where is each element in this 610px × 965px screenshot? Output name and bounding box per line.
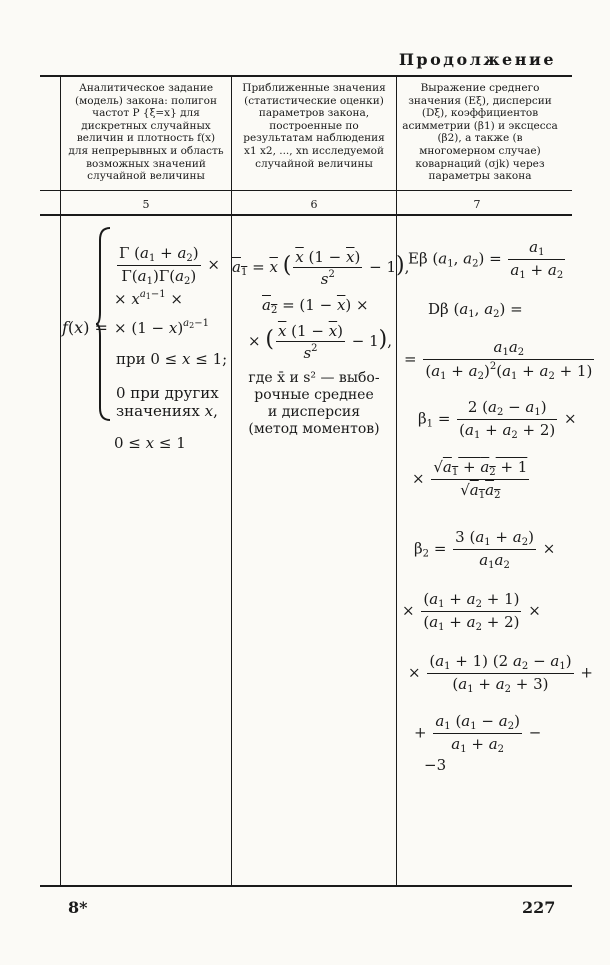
kurtosis-formula-line5: −3 (424, 756, 447, 774)
estimates-note: где x̄ и s² — выбо- рочные среднее и дисперсия (метод моментов) (248, 370, 380, 437)
kurtosis-formula-line4: + $\frac{a_1 (a_1 - a_2)}{a_1 + a_2}$ − (414, 712, 542, 755)
mean-formula: Eβ ($a_1$, $a_2$) = $\frac{a_1}{a_1 + a_2}$ (408, 238, 564, 281)
continuation-title: Продолжение (398, 50, 556, 69)
header-col5: Аналитическое задание (модель) закона: полигон частот P {ξ=x} для дискретных случайных величин и плотность f(x) для непрерывных и область возможных значений случайной величины (68, 82, 224, 183)
signature-mark: 8* (68, 898, 88, 917)
density-lhs: f(x) = (62, 318, 108, 337)
skewness-formula-line1: $\beta_1$ = $\frac{2 (a_2 - a_1)}{(a_1 + a_2 + 2)}$ × (418, 398, 577, 441)
a1-estimate: $a_1 = \overline{x}$ ( $\frac{\overline{x} (1 - \overline{x})}{s^2}$ − 1), (232, 248, 410, 288)
kurtosis-formula-line1: $\beta_2$ = $\frac{3 (a_1 + a_2)}{a_1a_2}$ × (414, 528, 556, 571)
header-bottom-rule (40, 214, 572, 216)
header-col6: Приближенные значения (статистические оценки) параметров закона, построенные по результатам наблюдения x1 x2, ..., xn исследуемой случайной величины (242, 82, 386, 170)
table-bottom-rule (40, 885, 572, 887)
kurtosis-formula-line2: × $\frac{(a_1 + a_2 + 1)}{(a_1 + a_2 + 2)}$ × (402, 590, 541, 633)
header-divider-rule (40, 190, 572, 191)
column-line-left (60, 77, 61, 885)
page-number: 227 (522, 898, 556, 917)
variance-rhs: = $\frac{a_1a_2}{(a_1 + a_2)^2(a_1 + a_2 + 1)}$ (404, 338, 593, 382)
value-domain: 0 ≤ x ≤ 1 (114, 434, 186, 452)
header-col7: Выражение среднего значения (Eξ), дисперсии (Dξ), коэффициентов асимметрии (β1) и эксцесса (β2), а также (в многомерном случае) коварнаций (σjk) через параметры закона (402, 82, 558, 183)
column-line-6-7 (396, 77, 397, 885)
variance-lhs: Dβ ($a_1$, $a_2$) = (428, 300, 523, 320)
a2-estimate-line2: × ( $\frac{\overline{x} (1 - \overline{x})}{s^2}$ − 1), (248, 322, 393, 362)
column-number-6: 6 (310, 198, 318, 211)
skewness-formula-line2: × $\frac{√a_1 + a_2 + 1}{√a_1a_2}$ (412, 458, 528, 501)
table-top-rule (40, 75, 572, 77)
column-line-5-6 (231, 77, 232, 885)
x-power-term: × $x^{a_1-1}$ × (114, 289, 183, 308)
a2-estimate-line1: $a_2 = (1 - \overline{x})$ × (262, 296, 369, 316)
kurtosis-formula-line3: × $\frac{(a_1 + 1) (2 a_2 - a_1)}{(a_1 + a_2 + 3)}$ + (408, 652, 593, 695)
left-brace (95, 226, 113, 422)
otherwise-line2: значениях x, (116, 402, 218, 420)
otherwise-line1: 0 при других (116, 384, 219, 402)
gamma-ratio: $\frac{\Gamma (a_1 + a_2)}{\Gamma(a_1)\Gamma(a_2)}$ × (119, 244, 220, 287)
domain-condition: при 0 ≤ x ≤ 1; (116, 350, 228, 368)
column-number-7: 7 (473, 198, 481, 211)
one-minus-x-power-term: × $(1 - x)^{a_2-1}$ (114, 318, 209, 337)
column-number-5: 5 (142, 198, 150, 211)
